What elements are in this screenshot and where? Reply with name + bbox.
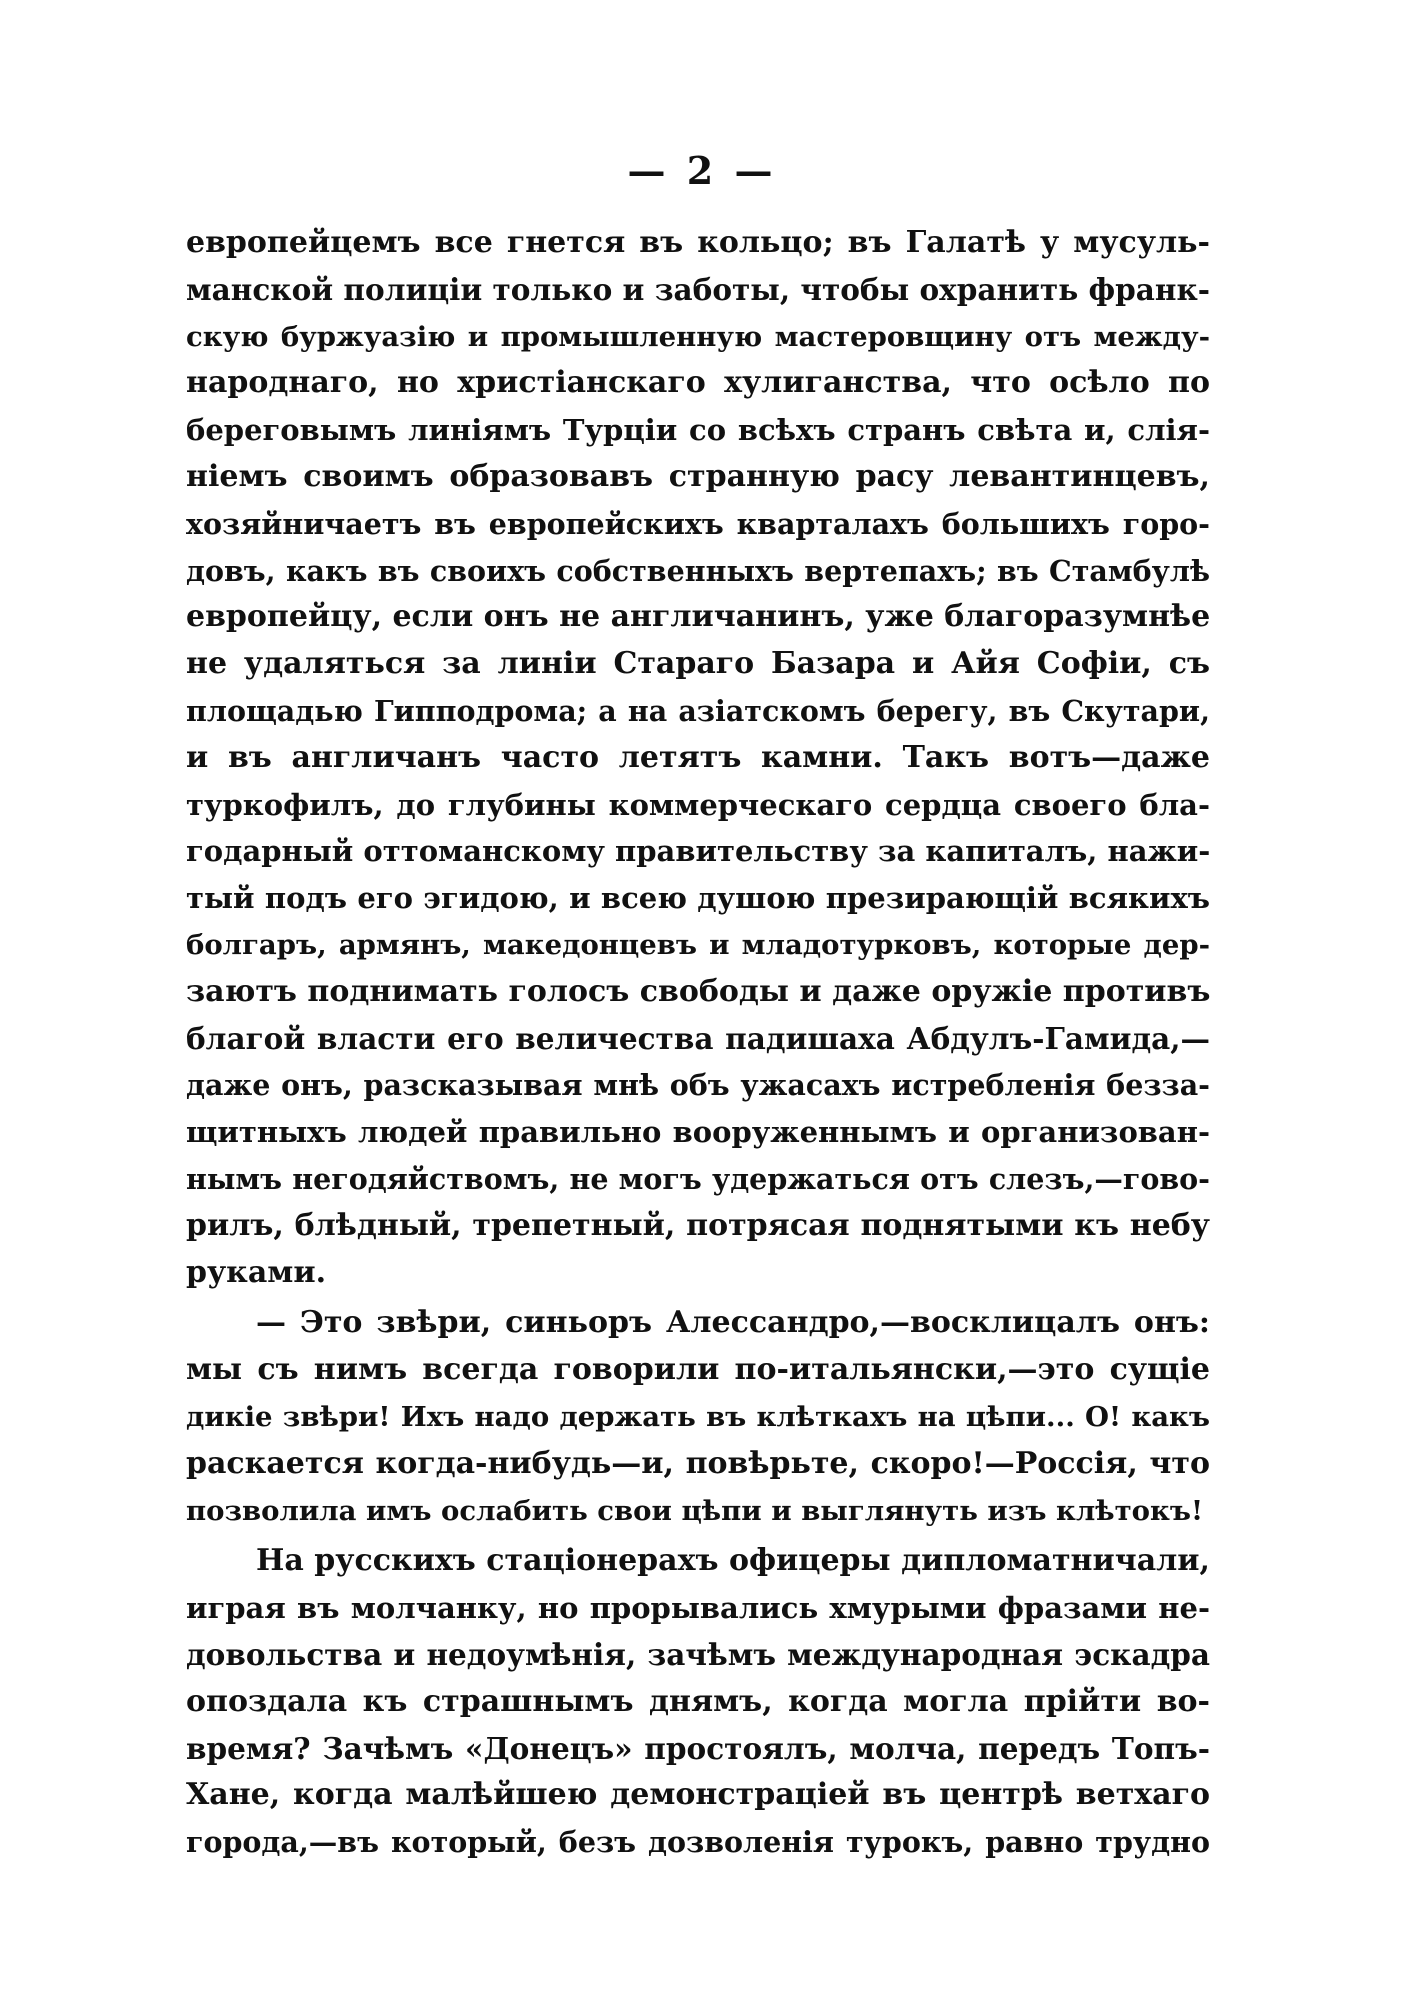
text-line: раскается когда-нибудь—и, повѣрьте, скоро!—Россія, что <box>186 1445 1210 1481</box>
text-line: играя въ молчанку, но прорывались хмурыми фразами не- <box>186 1591 1210 1626</box>
text-line: благой власти его величества падишаха Абдулъ-Гамида,— <box>186 1020 1210 1056</box>
paragraph <box>186 1300 1210 1534</box>
text-line: мы съ нимъ всегда говорили по-итальянски,—это сущіе <box>186 1352 1210 1388</box>
text-line: береговымъ линіямъ Турціи со всѣхъ странъ свѣта и, слія- <box>186 413 1210 448</box>
text-line: нымъ негодяйствомъ, не могъ удержаться отъ слезъ,—гово- <box>186 1161 1210 1196</box>
text-line: даже онъ, разсказывая мнѣ объ ужасахъ истребленія безза- <box>186 1068 1210 1103</box>
text-line: довольства и недоумѣнія, зачѣмъ международная эскадра <box>186 1636 1210 1672</box>
text-line: позволила имъ ослабить свои цѣпи и выглянуть изъ клѣтокъ! <box>186 1494 1204 1527</box>
text-line: годарный оттоманскому правительству за капиталъ, нажи- <box>186 834 1210 869</box>
text-line: не удаляться за линіи Стараго Базара и Айя Софіи, съ <box>186 646 1210 682</box>
text-line: хозяйничаетъ въ европейскихъ кварталахъ большихъ горо- <box>186 506 1210 541</box>
text-line: европейцу, если онъ не англичанинъ, уже благоразумнѣе <box>186 599 1210 635</box>
text-line: манской полиціи только и заботы, чтобы охранить франк- <box>186 271 1210 307</box>
text-line: народнаго, но христіанскаго хулиганства, что осѣло по <box>186 365 1210 401</box>
text-line: заютъ поднимать голосъ свободы и даже оружіе противъ <box>186 973 1210 1009</box>
text-line: европейцемъ все гнется въ кольцо; въ Галатѣ у мусуль- <box>186 225 1210 260</box>
text-line: болгаръ, армянъ, македонцевъ и младотурковъ, которые дер- <box>186 928 1210 961</box>
text-line: туркофилъ, до глубины коммерческаго сердца своего бла- <box>186 787 1210 822</box>
text-line: щитныхъ людей правильно вооруженнымъ и организован- <box>186 1115 1210 1150</box>
paragraph <box>186 1538 1210 1866</box>
text-line: На русскихъ стаціонерахъ офицеры дипломатничали, <box>256 1543 1210 1579</box>
text-line: довъ, какъ въ своихъ собственныхъ вертепахъ; въ Стамбулѣ <box>186 553 1210 588</box>
page-number: — 2 — <box>627 148 777 193</box>
page-body-text <box>186 220 1210 1866</box>
text-line: — Это звѣри, синьоръ Алессандро,—восклицалъ онъ: <box>256 1305 1210 1341</box>
text-line: рилъ, блѣдный, трепетный, потрясая поднятыми къ небу <box>186 1207 1210 1243</box>
text-line: опоздала къ страшнымъ днямъ, когда могла прійти во- <box>186 1683 1210 1719</box>
text-line: ніемъ своимъ образовавъ странную расу левантинцевъ, <box>186 458 1210 494</box>
paragraph <box>186 220 1210 1296</box>
text-line: руками. <box>186 1254 327 1290</box>
text-line: Хане, когда малѣйшею демонстраціей въ центрѣ ветхаго <box>186 1777 1210 1813</box>
text-line: скую буржуазію и промышленную мастеровщину отъ между- <box>186 320 1210 353</box>
text-line: города,—въ который, безъ дозволенія турокъ, равно трудно <box>186 1825 1210 1860</box>
text-line: дикіе звѣри! Ихъ надо держать въ клѣткахъ на цѣпи... О! какъ <box>186 1400 1210 1433</box>
text-line: тый подъ его эгидою, и всею душою презирающій всякихъ <box>186 881 1210 916</box>
text-line: время? Зачѣмъ «Донецъ» простоялъ, молча, передъ Топъ- <box>186 1730 1210 1766</box>
text-line: площадью Гипподрома; а на азіатскомъ берегу, въ Скутари, <box>186 693 1210 728</box>
text-line: и въ англичанъ часто летятъ камни. Такъ вотъ—даже <box>186 739 1210 775</box>
